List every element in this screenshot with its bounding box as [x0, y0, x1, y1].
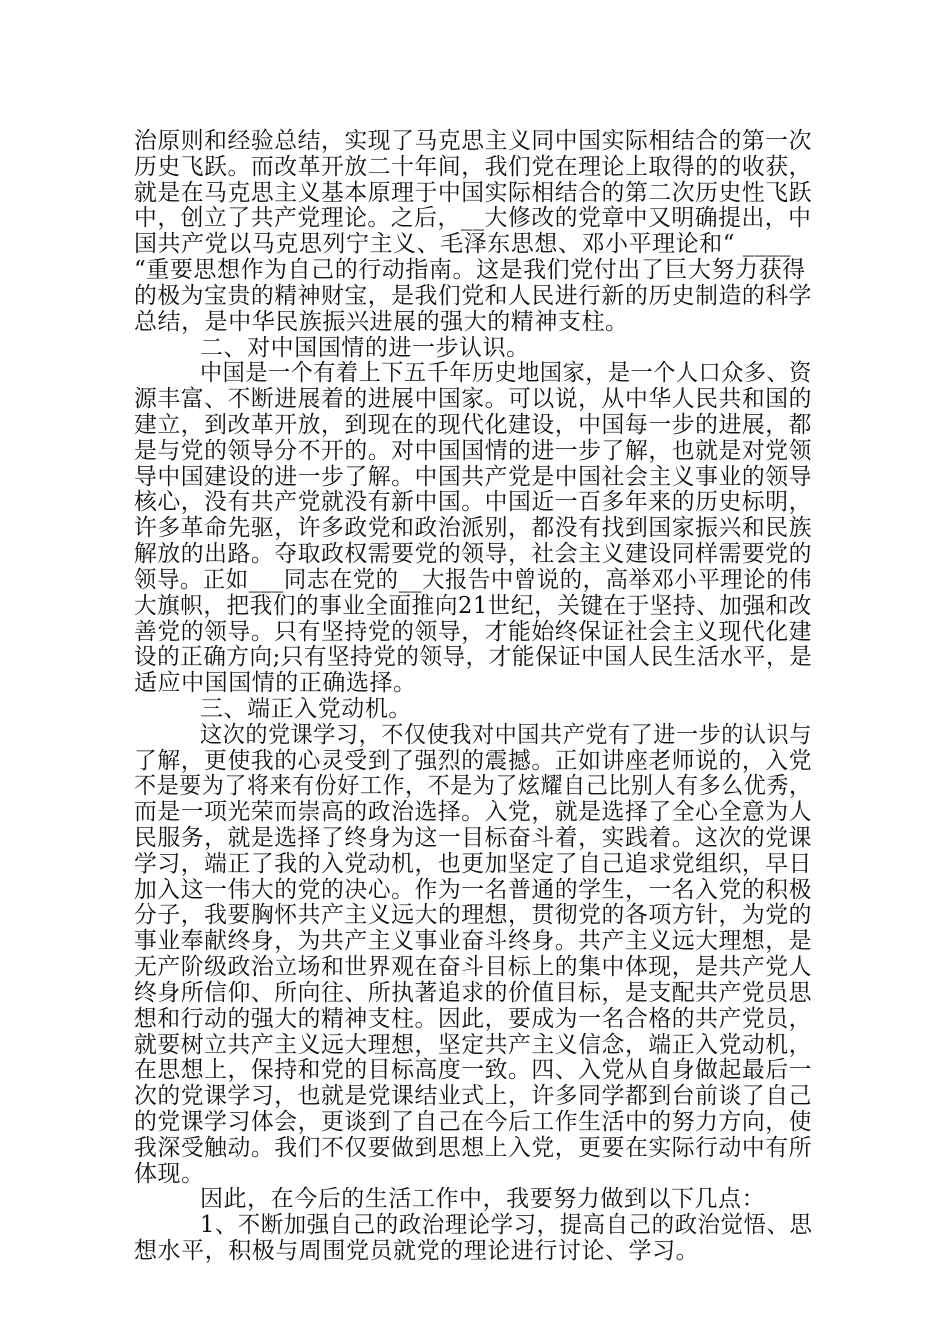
text-line: 就是在马克思主义基本原理于中国实际相结合的第二次历史性飞跃 — [134, 179, 812, 206]
text-line: 分子，我要胸怀共产主义远大的理想，贯彻党的各项方针，为党的 — [134, 902, 812, 929]
text-line: “重要思想作为自己的行动指南。这是我们党付出了巨大努力获得 — [134, 257, 806, 284]
text-line: 民服务，就是选择了终身为这一目标奋斗着，实践着。这次的党课 — [134, 825, 812, 851]
text-line: 次的党课学习，也就是党课结业式上，许多同学都到台前谈了自己 — [134, 1083, 812, 1110]
text-line: 想和行动的强大的精神支柱。因此，要成为一名合格的共产党员， — [134, 1005, 812, 1032]
text-line: 历史飞跃。而改革开放二十年间，我们党在理论上取得的的收获， — [134, 153, 812, 180]
text-line: 终身所信仰、所向往、所执著追求的价值目标，是支配共产党员思 — [134, 979, 812, 1006]
list-item: 1、不断加强自己的政治理论学习，提高自己的政治觉悟、思 — [200, 1212, 813, 1239]
section-heading: 二、对中国国情的进一步认识。 — [200, 334, 530, 361]
text-line: 总结，是中华民族振兴进展的强大的精神支柱。 — [134, 308, 629, 335]
text-line: 了解，更使我的心灵受到了强烈的震撼。正如讲座老师说的，入党 — [134, 747, 812, 774]
text-line: 我深受触动。我们不仅要做到思想上入党，更要在实际行动中有所 — [134, 1134, 812, 1161]
text-line: 源丰富、不断进展着的进展中国家。可以说，从中华人民共和国的 — [134, 386, 812, 413]
text-line: 事业奉献终身，为共产主义事业奋斗终身。共产主义远大理想，是 — [134, 928, 812, 955]
text-line: 在思想上，保持和党的目标高度一致。四、入党从自身做起最后一 — [134, 1057, 812, 1084]
text-line: 而是一项光荣而崇高的政治选择。入党，就是选择了全心全意为人 — [134, 799, 812, 826]
text-line: 这次的党课学习，不仅使我对中国共产党有了进一步的认识与 — [200, 721, 812, 748]
text-line: 想水平，积极与周围党员就党的理论进行讨论、学习。 — [134, 1238, 700, 1264]
text-line: 导中国建设的进一步了解。中国共产党是中国社会主义事业的领导 — [134, 463, 812, 490]
text-line: 无产阶级政治立场和世界观在奋斗目标上的集中体现，是共产党人 — [134, 954, 812, 980]
text-line: 不是要为了将来有份好工作，不是为了炫耀自己比别人有多么优秀， — [134, 773, 812, 800]
text-line: 中，创立了共产党理论。之后，__大修改的党章中又明确提出，中 — [134, 205, 812, 232]
text-line: 核心，没有共产党就没有新中国。中国近一百多年来的历史标明， — [134, 489, 812, 516]
text-line: 善党的领导。只有坚持党的领导，才能始终保证社会主义现代化建 — [134, 618, 812, 645]
text-line: 的党课学习体会，更谈到了自己在今后工作生活中的努力方向，使 — [134, 1108, 812, 1135]
text-line: 许多革命先驱，许多政党和政治派别，都没有找到国家振兴和民族 — [134, 515, 812, 542]
text-line: 中国是一个有着上下五千年历史地国家，是一个人口众多、资 — [200, 360, 812, 387]
text-line: 是与党的领导分不开的。对中国国情的进一步了解，也就是对党领 — [134, 437, 812, 464]
text-line: 学习，端正了我的入党动机，也更加坚定了自己追求党组织，早日 — [134, 850, 812, 877]
text-line: 因此，在今后的生活工作中，我要努力做到以下几点： — [200, 1186, 766, 1213]
text-line: 加入这一伟大的党的决心。作为一名普通的学生，一名入党的积极 — [134, 876, 812, 903]
text-line: 大旗帜，把我们的事业全面推向21世纪，关键在于坚持、加强和改 — [134, 592, 812, 619]
text-line: 设的正确方向;只有坚持党的领导，才能保证中国人民生活水平，是 — [134, 644, 813, 671]
text-line: 体现。 — [134, 1160, 205, 1187]
text-line: 治原则和经验总结，实现了马克思主义同中国实际相结合的第一次 — [134, 128, 812, 154]
text-line: 建立，到改革开放，到现在的现代化建设，中国每一步的进展，都 — [134, 412, 812, 438]
text-line: 国共产党以马克思列宁主义、毛泽东思想、邓小平理论和“ ____ — [134, 231, 792, 258]
text-line: 解放的出路。夺取政权需要党的领导，社会主义建设同样需要党的 — [134, 541, 812, 567]
text-line: 领导。正如___同志在党的__大报告中曾说的，高举邓小平理论的伟 — [134, 566, 813, 593]
section-heading: 三、端正入党动机。 — [200, 695, 412, 722]
text-line: 就要树立共产主义远大理想，坚定共产主义信念，端正入党动机， — [134, 1031, 812, 1058]
text-line: 适应中国国情的正确选择。 — [134, 670, 417, 697]
text-line: 的极为宝贵的精神财宝，是我们党和人民进行新的历史制造的科学 — [134, 282, 812, 309]
